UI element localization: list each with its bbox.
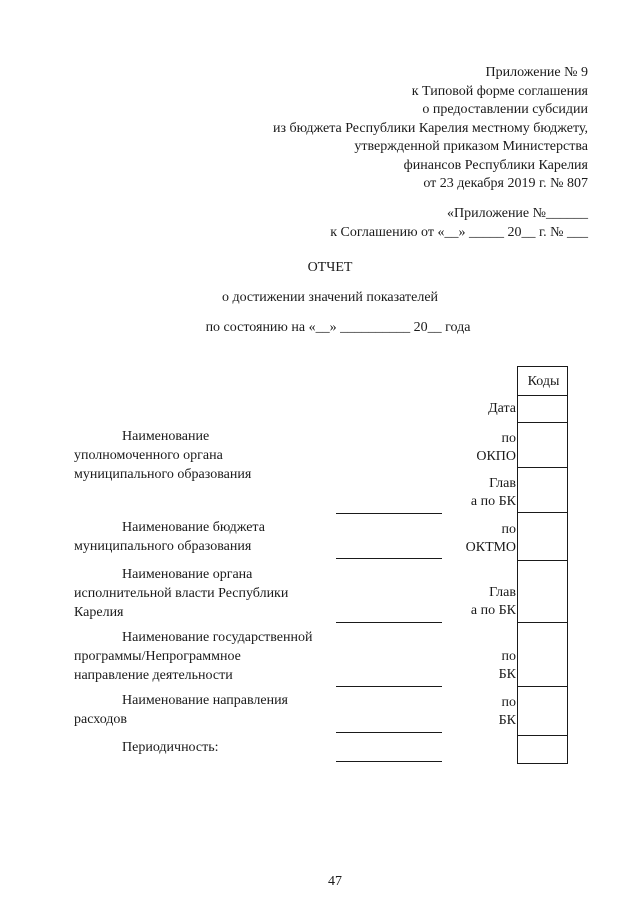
report-title: ОТЧЕТ (307, 260, 353, 275)
codes-divider (518, 686, 567, 687)
header-line: от 23 декабря 2019 г. № 807 (423, 176, 588, 191)
page-number: 47 (328, 874, 342, 889)
code-label-glava-bk: Глав а по БК (470, 585, 516, 618)
header-line: из бюджета Республики Карелия местному бюджету, (272, 120, 588, 136)
field-executive-body-label: Наименование органа исполнительной власти Республики Карелия (74, 567, 289, 620)
codes-divider (518, 395, 567, 396)
report-as-of-date: по состоянию на «__» __________ 20__ года (205, 320, 471, 335)
executive-body-signature-line (336, 622, 442, 623)
agreement-reference (330, 204, 588, 242)
appendix-header (273, 64, 588, 194)
header-line: финансов Республики Карелия (403, 157, 588, 173)
code-label-glava-bk: Глав а по БК (470, 476, 516, 509)
code-label-date: Дата (488, 401, 516, 416)
expense-direction-signature-line (336, 732, 442, 733)
codes-divider (518, 512, 567, 513)
header-line: к Типовой форме соглашения (411, 83, 588, 99)
program-signature-line (336, 686, 442, 687)
header-line: о предоставлении субсидии (422, 102, 588, 117)
codes-divider (518, 735, 567, 736)
field-periodicity-label: Периодичность: (122, 740, 219, 755)
agreement-ref-line-2: к Соглашению от «__» _____ 20__ г. № ___ (330, 225, 588, 240)
codes-header: Коды (527, 374, 560, 389)
periodicity-signature-line (336, 761, 442, 762)
field-budget-label: Наименование бюджета муниципального образования (74, 520, 265, 554)
code-label-po-bk: по БК (498, 695, 516, 728)
field-expense-direction-label: Наименование направления расходов (74, 693, 288, 727)
budget-signature-line (336, 558, 442, 559)
agreement-ref-line-1: «Приложение №______ (447, 206, 588, 221)
codes-divider (518, 422, 567, 423)
header-line: Приложение № 9 (485, 65, 588, 80)
code-label-po-bk: по БК (498, 649, 516, 682)
codes-divider (518, 622, 567, 623)
codes-table (517, 366, 568, 764)
codes-divider (518, 467, 567, 468)
codes-divider (518, 560, 567, 561)
code-label-oktmo: по ОКТМО (465, 522, 516, 555)
header-line: утвержденной приказом Министерства (354, 139, 588, 154)
authorized-body-signature-line (336, 513, 442, 514)
field-authorized-body-label: Наименование уполномоченного органа муниципального образования (74, 429, 252, 482)
code-label-okpo: по ОКПО (476, 431, 516, 464)
report-subtitle: о достижении значений показателей (221, 290, 439, 305)
field-program-label: Наименование государственной программы/Непрограммное направление деятельности (74, 630, 313, 683)
